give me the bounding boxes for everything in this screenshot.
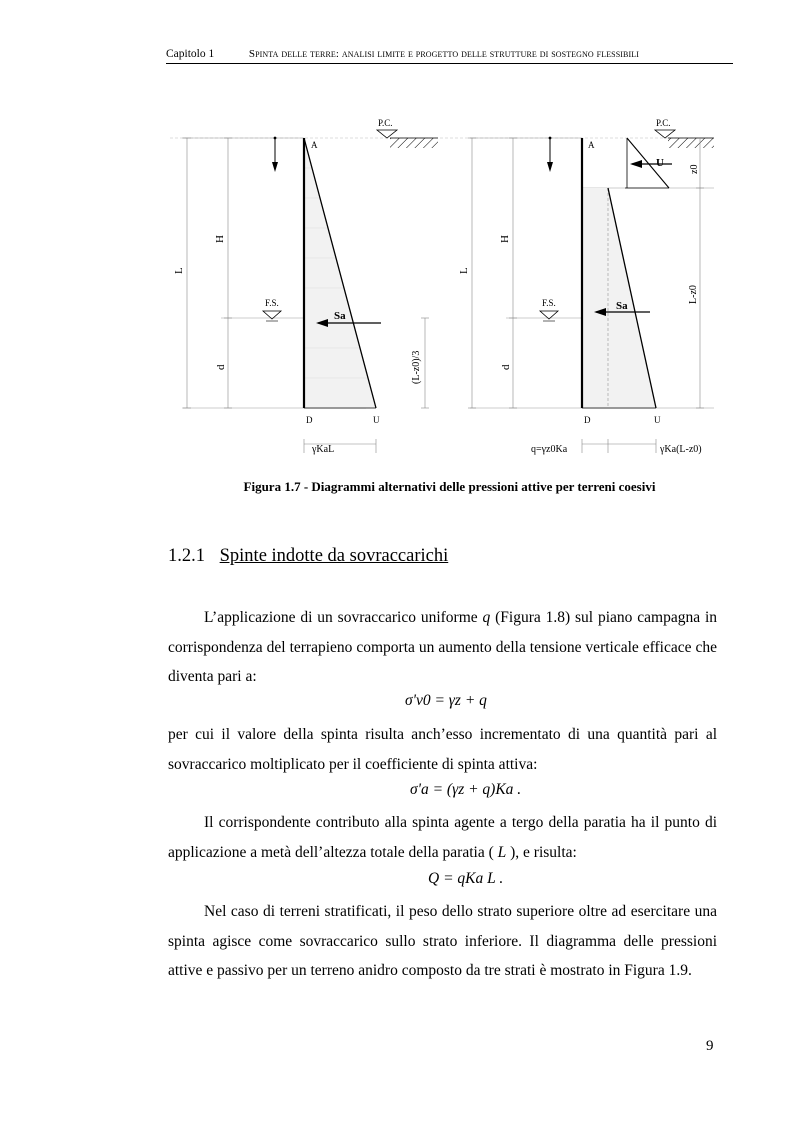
equation-1: σ'v0 = γz + q <box>405 692 487 709</box>
label-D: D <box>584 415 591 425</box>
label-H: H <box>499 235 511 243</box>
label-u-force: U <box>656 157 664 169</box>
label-d: d <box>215 364 227 370</box>
label-base-left: γKaL <box>312 444 335 455</box>
label-base-right: γKa(L-z0) <box>660 444 702 455</box>
label-H: H <box>214 235 226 243</box>
label-arm: (L-z0)/3 <box>411 350 422 384</box>
figure-caption: Figura 1.7 - Diagrammi alternativi delle pressioni attive per terreni coesivi <box>243 479 656 494</box>
running-title: Spinta delle terre: analisi limite e progetto delle strutture di sostegno flessibili <box>248 48 639 60</box>
paragraph-2: per cui il valore della spinta risulta anch’esso incrementato di una quantità pari al sovraccarico moltiplicato per il coefficiente di spinta attiva: <box>168 726 717 773</box>
section-heading <box>168 546 448 567</box>
figure-1-7 <box>166 108 733 473</box>
symbol-L: L <box>497 843 507 861</box>
down-arrow-icon <box>272 162 278 172</box>
label-sa: Sa <box>334 310 346 322</box>
ground-level-icon <box>655 130 675 138</box>
pressure-trapezoid <box>582 188 656 408</box>
label-D: D <box>306 415 313 425</box>
label-z0: z0 <box>689 164 700 174</box>
section-number: 1.2.1 <box>168 546 205 566</box>
chapter-label: Capitolo 1 <box>166 48 215 60</box>
label-l-z0: L-z0 <box>688 285 699 304</box>
paragraph-1-text-b: (Figura 1.8) sul piano campagna in corrispondenza del terrapieno comporta un aumento della tensione verticale efficace che diventa pari a: <box>168 609 717 685</box>
symbol-q: q <box>482 609 491 626</box>
paragraph-1 <box>168 603 717 692</box>
down-arrow-icon <box>547 162 553 172</box>
label-d: d <box>500 364 512 370</box>
left-diagram <box>173 118 438 455</box>
paragraph-3-text-b: ), e risulta: <box>510 843 577 861</box>
equation-2: σ'a = (γz + q)Ka . <box>410 781 522 798</box>
label-U: U <box>373 415 380 425</box>
equation-3: Q = qKa L . <box>428 870 504 887</box>
label-L: L <box>458 267 470 274</box>
section-title: Spinte indotte da sovraccarichi <box>219 546 449 566</box>
right-diagram <box>458 118 714 455</box>
label-fs: F.S. <box>542 298 556 308</box>
ground-hatch <box>390 138 438 148</box>
ground-hatch <box>668 138 714 148</box>
page-number: 9 <box>706 1038 714 1054</box>
label-pc: P.C. <box>378 118 393 128</box>
arrow-left-icon <box>630 160 642 168</box>
paragraph-3 <box>168 808 717 867</box>
paragraph-3-text-a: Il corrispondente contributo alla spinta agente a tergo della paratia ha il punto di applicazione a metà dell’altezza totale della paratia ( <box>168 814 717 861</box>
label-pc: P.C. <box>656 118 671 128</box>
label-A: A <box>588 140 595 150</box>
label-q: q=γz0Ka <box>531 444 568 455</box>
paragraph-1-text-a: L’applicazione di un sovraccarico uniforme <box>204 609 478 626</box>
label-L: L <box>173 267 185 274</box>
page-header <box>166 48 733 64</box>
label-A: A <box>311 140 318 150</box>
label-sa: Sa <box>616 300 628 312</box>
paragraph-4: Nel caso di terreni stratificati, il peso dello strato superiore oltre ad esercitare una spinta agisce come sovraccarico sullo strato inferiore. Il diagramma delle pressioni attive e passivo per un terreno anidro composto da tre strati è mostrato in Figura 1.9. <box>168 903 717 979</box>
label-fs: F.S. <box>265 298 279 308</box>
ground-level-icon <box>377 130 397 138</box>
label-U: U <box>654 415 661 425</box>
